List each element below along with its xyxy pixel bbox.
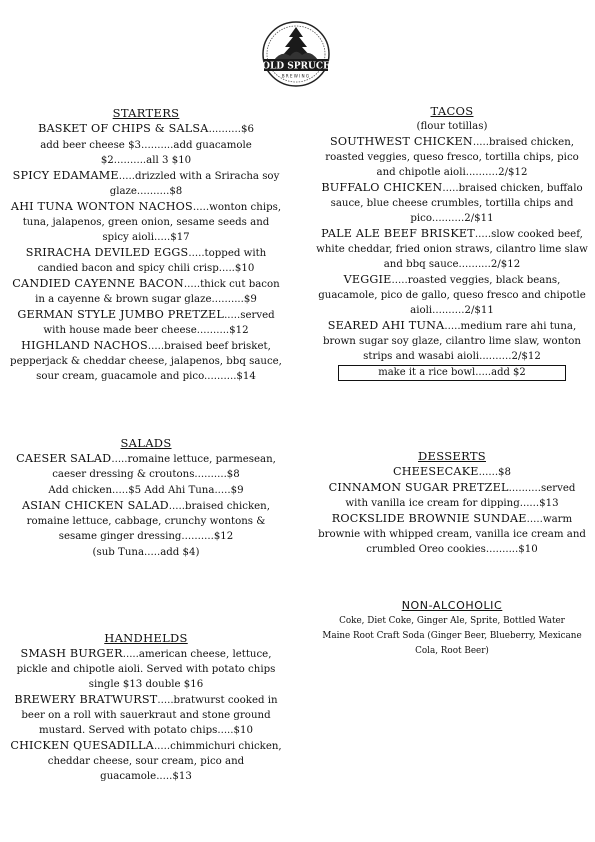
menu-item: CAESER SALAD.....romaine lettuce, parmesean, caeser dressing & croutons..........$8 <box>16 452 276 480</box>
menu-item: GERMAN STYLE JUMBO PRETZEL.....served with house made beer cheese..........$12 <box>17 308 275 336</box>
desserts-heading: DESSERTS <box>418 449 486 463</box>
handhelds-heading: HANDHELDS <box>104 631 188 645</box>
menu-item: ROCKSLIDE BROWNIE SUNDAE.....warm brownie with whipped cream, vanilla ice cream and crumbled Oreo cookies..........$10 <box>318 512 586 555</box>
menu-item: AHI TUNA WONTON NACHOS.....wonton chips, tuna, jalapenos, green onion, sesame seeds and spicy aioli.....$17 <box>10 200 282 243</box>
menu-item: CHICKEN QUESADILLA.....chimmichuri chicken, cheddar cheese, sour cream, pico and guacamole.....$13 <box>10 739 282 782</box>
menu-item: BREWERY BRATWURST.....bratwurst cooked in beer on a roll with sauerkraut and stone ground mustard. Served with potato chips.....$10 <box>14 693 278 736</box>
menu-item: SOUTHWEST CHICKEN.....braised chicken, roasted veggies, queso fresco, tortilla chips, pico and chipotle aioli..........2/$12 <box>325 135 579 178</box>
tacos-heading: TACOS <box>430 104 474 118</box>
starters-section <box>10 106 282 384</box>
menu-item: CINNAMON SUGAR PRETZEL..........served with vanilla ice cream for dipping......$13 <box>328 481 576 509</box>
tacos-section <box>316 104 588 381</box>
drink-line: Coke, Diet Coke, Ginger Ale, Sprite, Bottled Water <box>339 616 565 626</box>
logo-name: OLD SPRUCE <box>262 61 330 72</box>
menu-item: SPICY EDAMAME.....drizzled with a Sriracha soy glaze..........$8 <box>12 169 280 197</box>
desserts-section <box>316 449 588 557</box>
menu-item: ASIAN CHICKEN SALAD.....braised chicken, romaine lettuce, cabbage, crunchy wontons & sesame ginger dressing..........$12 <box>22 499 270 542</box>
rice-bowl-box: make it a rice bowl.....add $2 <box>338 365 566 381</box>
menu-item: CHEESECAKE......$8 <box>392 465 512 478</box>
salads-heading: SALADS <box>120 436 172 450</box>
non-alcoholic-section <box>316 598 588 659</box>
logo-subtitle: BREWING <box>281 73 311 79</box>
menu-item: PALE ALE BEEF BRISKET.....slow cooked beef, white cheddar, fried onion straws, cilantro lime slaw and bbq sauce..........2/$12 <box>316 227 588 270</box>
menu-item: SRIRACHA DEVILED EGGS.....topped with candied bacon and spicy chili crisp.....$10 <box>25 246 267 274</box>
menu-item: CANDIED CAYENNE BACON.....thick cut bacon in a cayenne & brown sugar glaze..........$9 <box>12 277 280 305</box>
menu-item: add beer cheese $3..........add guacamole $2..........all 3 $10 <box>40 140 252 166</box>
salads-section <box>10 436 282 560</box>
menu-item: VEGGIE.....roasted veggies, black beans, guacamole, pico de gallo, queso fresco and chipotle aioli..........2/$11 <box>318 273 586 316</box>
menu-item: Add chicken.....$5 Add Ahi Tuna.....$9 <box>48 485 244 496</box>
menu-item: HIGHLAND NACHOS.....braised beef brisket, pepperjack & cheddar cheese, jalapenos, bbq sauce, sour cream, guacamole and pico..........$14 <box>10 339 282 382</box>
menu-item: (sub Tuna.....add $4) <box>92 547 200 558</box>
non-alcoholic-heading: NON-ALCOHOLIC <box>401 599 503 612</box>
tacos-subheading: (flour totillas) <box>416 121 488 132</box>
starters-heading: STARTERS <box>112 106 180 120</box>
brewery-logo <box>260 20 332 88</box>
menu-item: BUFFALO CHICKEN.....braised chicken, buffalo sauce, blue cheese crumbles, tortilla chips and pico..........2/$11 <box>321 181 583 224</box>
menu-item: SMASH BURGER.....american cheese, lettuce, pickle and chipotle aioli. Served with potato chips single $13 double $16 <box>16 647 276 690</box>
menu-item: SEARED AHI TUNA.....medium rare ahi tuna, brown sugar soy glaze, cilantro lime slaw, wonton strips and wasabi aioli..........2/$12 <box>322 319 581 362</box>
menu-item: BASKET OF CHIPS & SALSA..........$6 <box>38 122 254 135</box>
handhelds-section <box>10 631 282 784</box>
spruce-tree-logo-icon <box>260 20 332 88</box>
drink-line: Maine Root Craft Soda (Ginger Beer, Blueberry, Mexicane Cola, Root Beer) <box>322 631 582 656</box>
